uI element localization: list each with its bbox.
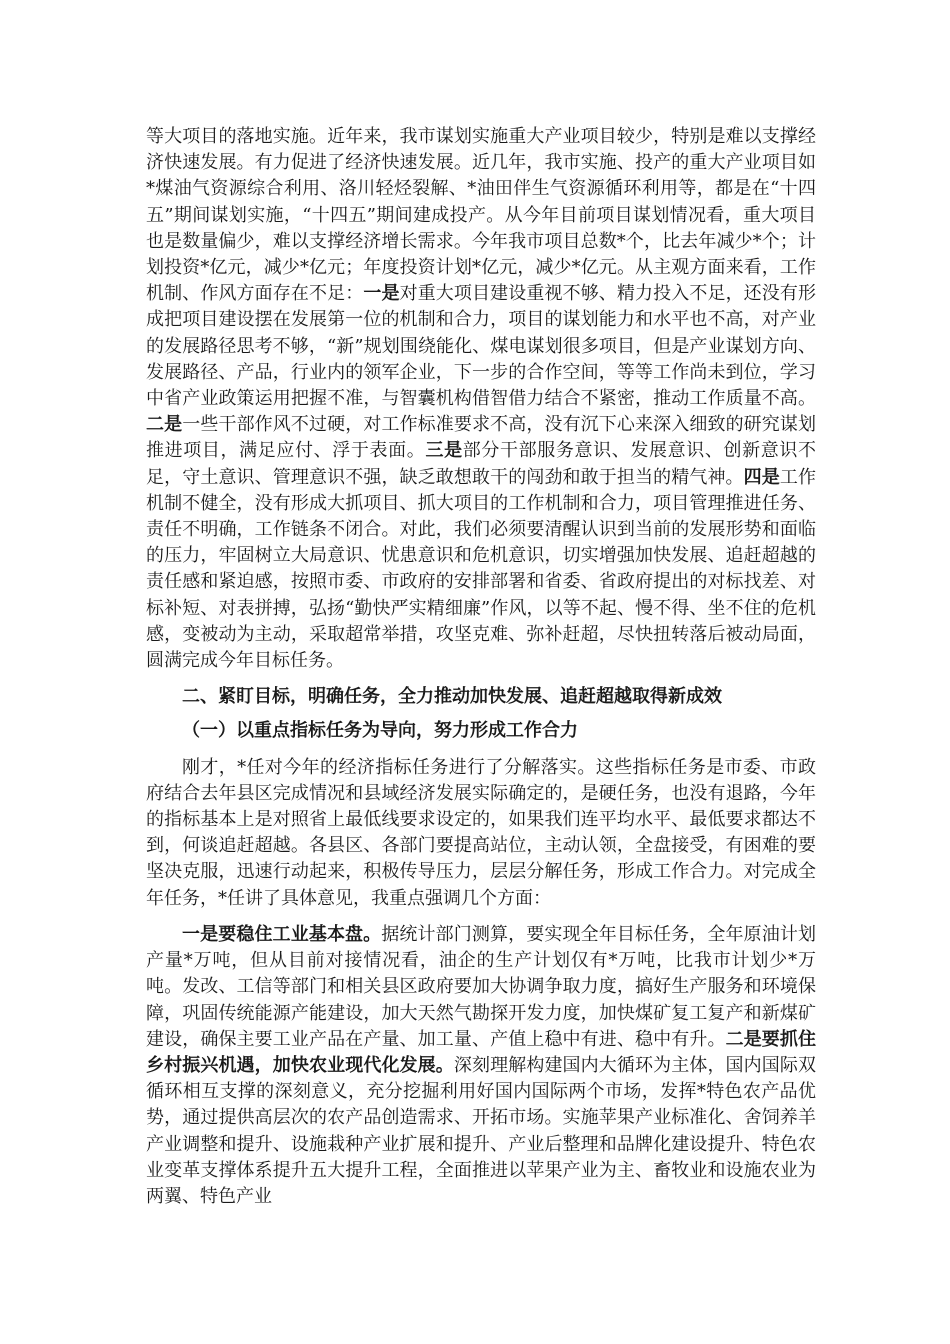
paragraph-text: 等大项目的落地实施。近年来，我市谋划实施重大产业项目较少，特别是难以支撑经济快速发展。有力促进了经济快速发展。近几年，我市实施、投产的重大产业项目如*煤油气资源综合利用、洛川轻烃裂解、*油田伴生气资源循环利用等，都是在“十四五”期间谋划实施，“十四五”期间建成投产。从今年目前项目谋划情况看，重大项目也是数量偏少，难以支撑经济增长需求。今年我市项目总数*个，比去年减少*个；计划投资*亿元，减少*亿元；年度投资计划*亿元，减少*亿元。从主观方面来看，工作机制、作风方面存在不足：	[146, 126, 816, 305]
body-paragraph	[146, 922, 816, 1210]
paragraph-text: 一些干部作风不过硬，对工作标准要求不高，没有沉下心来深入细致的研究谋划推进项目，满足应付、浮于表面。	[146, 414, 817, 462]
paragraph-text: 部分干部服务意识、发展意识、创新意识不足，守土意识、管理意识不强，缺乏敢想敢干的闯劲和敢于担当的精气神。	[146, 440, 817, 488]
bold-marker: 三是	[425, 440, 463, 462]
subsection-heading: （一）以重点指标任务为导向，努力形成工作合力	[182, 720, 578, 742]
body-paragraph: 刚才，*任对今年的经济指标任务进行了分解落实。这些指标任务是市委、市政府结合去年县区完成情况和县域经济发展实际确定的，是硬任务，也没有退路，今年的指标基本上是对照省上最低线要求设定的，如果我们连平均水平、最低要求都达不到，何谈追赶超越。各县区、各部门要提高站位，主动认领，全盘接受，有困难的要坚决克服，迅速行动起来，积极传导压力，层层分解任务，形成工作合力。对完成全年任务，*任讲了具体意见，我重点强调几个方面：	[146, 756, 816, 909]
bold-lead-sentence: 一是要稳住工业基本盘。	[182, 923, 382, 945]
paragraph-text: 工作机制不健全，没有形成大抓项目、抓大项目的工作机制和合力，项目管理推进任务、责任不明确，工作链条不闭合。对此，我们必须要清醒认识到当前的发展形势和面临的压力，牢固树立大局意识、忧患意识和危机意识，切实增强加快发展、追赶超越的责任感和紧迫感，按照市委、市政府的安排部署和省委、省政府提出的对标找差、对标补短、对表拼搏，弘扬“勤快严实精细廉”作风，以等不起、慢不得、坐不住的危机感，变被动为主动，采取超常举措，攻坚克难、弥补赶超，尽快扭转落后被动局面，圆满完成今年目标任务。	[146, 466, 817, 672]
document-page	[146, 124, 816, 1210]
bold-lead-sentence: 二是要抓住乡村振兴机遇，加快农业现代化发展。	[146, 1028, 817, 1076]
section-heading: 二、紧盯目标，明确任务，全力推动加快发展、追赶超越取得新成效	[182, 686, 722, 708]
paragraph-text: 对重大项目建设重视不够、精力投入不足，还没有形成把项目建设摆在发展第一位的机制和合力，项目的谋划能力和水平也不高，对产业的发展路径思考不够，“新”规划围绕能化、煤电谋划很多项目，但是产业谋划方向、发展路径、产品，行业内的领军企业，下一步的合作空间，等等工作尚未到位，学习中省产业政策运用把握不准，与智囊机构借智借力结合不紧密，推动工作质量不高。	[146, 283, 817, 410]
paragraph-text: 据统计部门测算，要实现全年目标任务，全年原油计划产量*万吨，但从目前对接情况看，油企的生产计划仅有*万吨，比我市计划少*万吨。发改、工信等部门和相关县区政府要加大协调争取力度，搞好生产服务和环境保障，巩固传统能源产能建设，加大天然气勘探开发力度，加快煤矿复工复产和新煤矿建设，确保主要工业产品在产量、加工量、产值上稳中有进、稳中有升。	[146, 923, 817, 1050]
body-paragraph-continued	[146, 124, 816, 674]
paragraph-text: 深刻理解构建国内大循环为主体，国内国际双循环相互支撑的深刻意义，充分挖掘利用好国内国际两个市场，发挥*特色农产品优势，通过提供高层次的农产品创造需求、开拓市场。实施苹果产业标准化、舍饲养羊产业调整和提升、设施栽种产业扩展和提升、产业后整理和品牌化建设提升、特色农业变革支撑体系提升五大提升工程，全面推进以苹果产业为主、畜牧业和设施农业为两翼、特色产业	[146, 1054, 816, 1207]
bold-marker: 四是	[743, 466, 780, 488]
bold-marker: 二是	[146, 414, 183, 436]
bold-marker: 一是	[363, 283, 400, 305]
